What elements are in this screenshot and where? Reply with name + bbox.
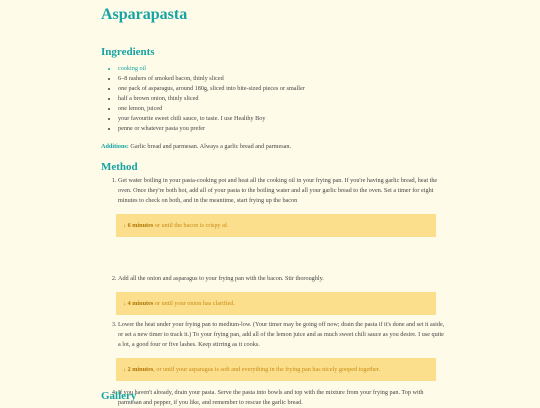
ingredient-item: • cooking oil (118, 64, 438, 74)
ingredient-item: • one lemon, juiced (118, 104, 438, 114)
timer-duration: 2 minutes (127, 366, 154, 373)
page-title: Asparapasta (101, 6, 188, 23)
method-step (118, 176, 448, 274)
ingredient-item: • one pack of asparagus, around 180g, sliced into bite-sized pieces or smaller (118, 84, 438, 94)
timer-callout (116, 292, 436, 315)
step-text: 4. If you haven't already, drain your pasta. Serve the pasta into bowls and top with the mixture from your frying pan. Top with parmesan and pepper, if you like, and remember to rescue the garlic bread. (118, 389, 424, 406)
down-arrow-icon: ↓ (123, 300, 127, 307)
ingredients-heading: Ingredients (101, 46, 155, 58)
ingredient-item: • penne or whatever pasta you prefer (118, 124, 438, 134)
ingredient-item: • 6–8 rashers of smoked bacon, thinly sliced (118, 74, 438, 84)
timer-note: , or until your asparagus is soft and everything in the frying pan has nicely gooped together. (153, 366, 381, 373)
down-arrow-icon: ↓ (123, 366, 127, 373)
ingredient-item: • half a brown onion, thinly sliced (118, 94, 438, 104)
additions-label: Additions: (101, 143, 129, 150)
method-step (118, 388, 448, 408)
down-arrow-icon: ↓ (123, 222, 127, 229)
step-text: 2. Add all the onion and asparagus to your frying pan with the bacon. Stir thoroughly. (118, 275, 324, 282)
method-heading: Method (101, 161, 138, 173)
step-text: 1. Get water boiling in your pasta-cooking pot and heat all the cooking oil in your frying pan. If you're having garlic bread, heat the oven. Once they're both hot, add all of your pasta to the boiling water and all your garlic bread to the oven. Set a timer for eight minutes to check on both, and in the meantime, start frying up the bacon (118, 177, 438, 204)
ingredients-list (109, 64, 438, 134)
method-step (118, 274, 448, 320)
timer-note: or until the bacon is crispy af. (153, 222, 229, 229)
method-step (118, 320, 448, 388)
additions-note (101, 142, 431, 152)
ingredient-item: • your favourite sweet chili sauce, to taste. I use Healthy Boy (118, 114, 438, 124)
timer-duration: 4 minutes (127, 300, 154, 307)
gallery-heading: Gallery (101, 390, 137, 402)
method-steps (110, 176, 448, 408)
step-text: 3. Lower the heat under your frying pan to medium-low. (Your timer may be going off now; drain the pasta if it's done and set it aside, or set a new timer to track it.) To your frying pan, add all of the lemon juice and as much sweet chili sauce as you desire. I use quite a lot, a good four or five lashes. Keep stirring as it cooks. (118, 321, 445, 348)
timer-callout (116, 358, 436, 381)
timer-callout (116, 214, 436, 237)
timer-note: or until your onion has clarified. (153, 300, 235, 307)
timer-duration: 6 minutes (127, 222, 154, 229)
additions-text: Garlic bread and parmesan. Always a garlic bread and parmesan. (128, 143, 292, 150)
